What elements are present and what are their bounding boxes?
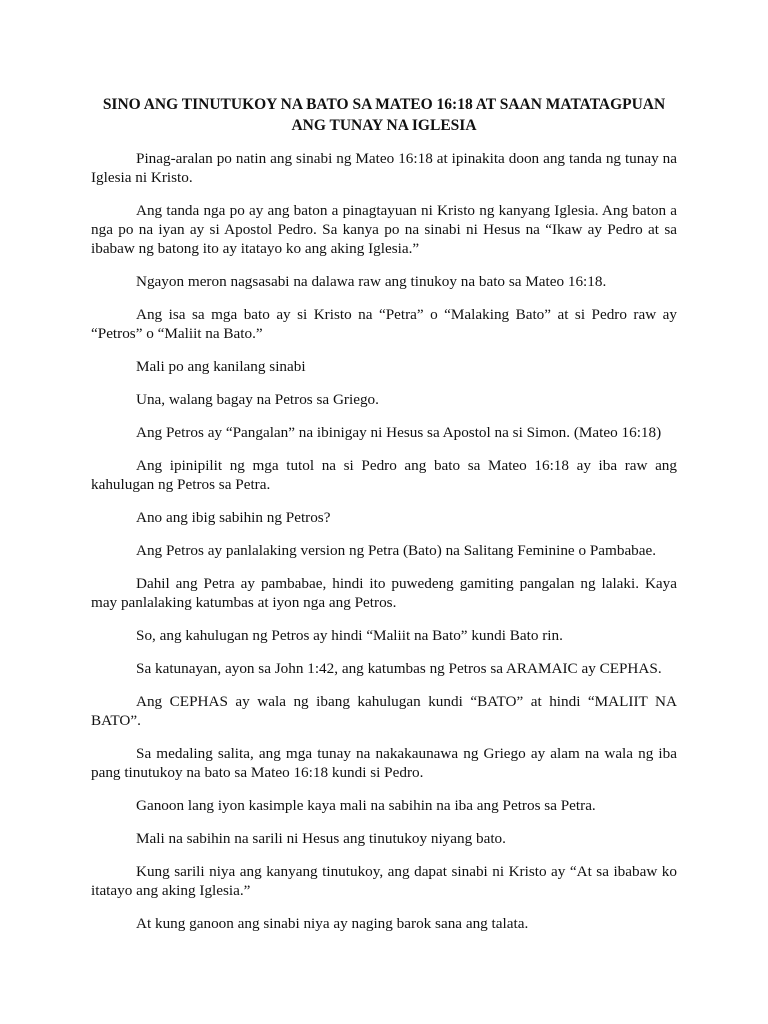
paragraph: So, ang kahulugan ng Petros ay hindi “Maliit na Bato” kundi Bato rin. xyxy=(136,627,563,644)
paragraph: Ang tanda nga po ay ang baton a pinagtayuan ni Kristo ng kanyang Iglesia. Ang baton a nga po na iyan ay si Apostol Pedro. Sa kanya po na sinabi ni Hesus na “Ikaw ay Pedro at sa ibabaw ng batong ito ay itatayo ko ang aking Iglesia.” xyxy=(91,202,677,257)
title-line-1: SINO ANG TINUTUKOY NA BATO SA MATEO 16:18 AT SAAN MATATAGPUAN xyxy=(102,96,666,113)
title-line-2: ANG TUNAY NA IGLESIA xyxy=(291,117,477,134)
paragraph: Sa katunayan, ayon sa John 1:42, ang katumbas ng Petros sa ARAMAIC ay CEPHAS. xyxy=(136,660,662,677)
paragraph: Pinag-aralan po natin ang sinabi ng Mateo 16:18 at ipinakita doon ang tanda ng tunay na Iglesia ni Kristo. xyxy=(91,150,677,186)
paragraph: Mali na sabihin na sarili ni Hesus ang tinutukoy niyang bato. xyxy=(136,830,506,847)
paragraph: Ano ang ibig sabihin ng Petros? xyxy=(136,509,331,526)
paragraph: Ang isa sa mga bato ay si Kristo na “Petra” o “Malaking Bato” at si Pedro raw ay “Petros” o “Maliit na Bato.” xyxy=(91,306,677,342)
paragraph: Sa medaling salita, ang mga tunay na nakakaunawa ng Griego ay alam na wala ng iba pang tinutukoy na bato sa Mateo 16:18 kundi si Pedro. xyxy=(91,745,677,781)
paragraph: Kung sarili niya ang kanyang tinutukoy, ang dapat sinabi ni Kristo ay “At sa ibabaw ko itatayo ang aking Iglesia.” xyxy=(91,863,677,899)
paragraph: At kung ganoon ang sinabi niya ay naging barok sana ang talata. xyxy=(136,915,529,932)
document-title xyxy=(91,94,677,136)
paragraph: Ang ipinipilit ng mga tutol na si Pedro ang bato sa Mateo 16:18 ay iba raw ang kahulugan ng Petros sa Petra. xyxy=(91,457,677,493)
paragraph: Ganoon lang iyon kasimple kaya mali na sabihin na iba ang Petros sa Petra. xyxy=(136,797,596,814)
paragraph: Ang Petros ay “Pangalan” na ibinigay ni Hesus sa Apostol na si Simon. (Mateo 16:18) xyxy=(136,424,662,441)
paragraph: Dahil ang Petra ay pambabae, hindi ito puwedeng gamiting pangalan ng lalaki. Kaya may panlalaking katumbas at iyon nga ang Petros. xyxy=(91,575,677,611)
paragraph: Ang CEPHAS ay wala ng ibang kahulugan kundi “BATO” at hindi “MALIIT NA BATO”. xyxy=(91,693,677,729)
paragraph: Ngayon meron nagsasabi na dalawa raw ang tinukoy na bato sa Mateo 16:18. xyxy=(136,273,607,290)
paragraph: Mali po ang kanilang sinabi xyxy=(136,358,306,375)
paragraph: Ang Petros ay panlalaking version ng Petra (Bato) na Salitang Feminine o Pambabae. xyxy=(136,542,657,559)
paragraph: Una, walang bagay na Petros sa Griego. xyxy=(136,391,379,408)
